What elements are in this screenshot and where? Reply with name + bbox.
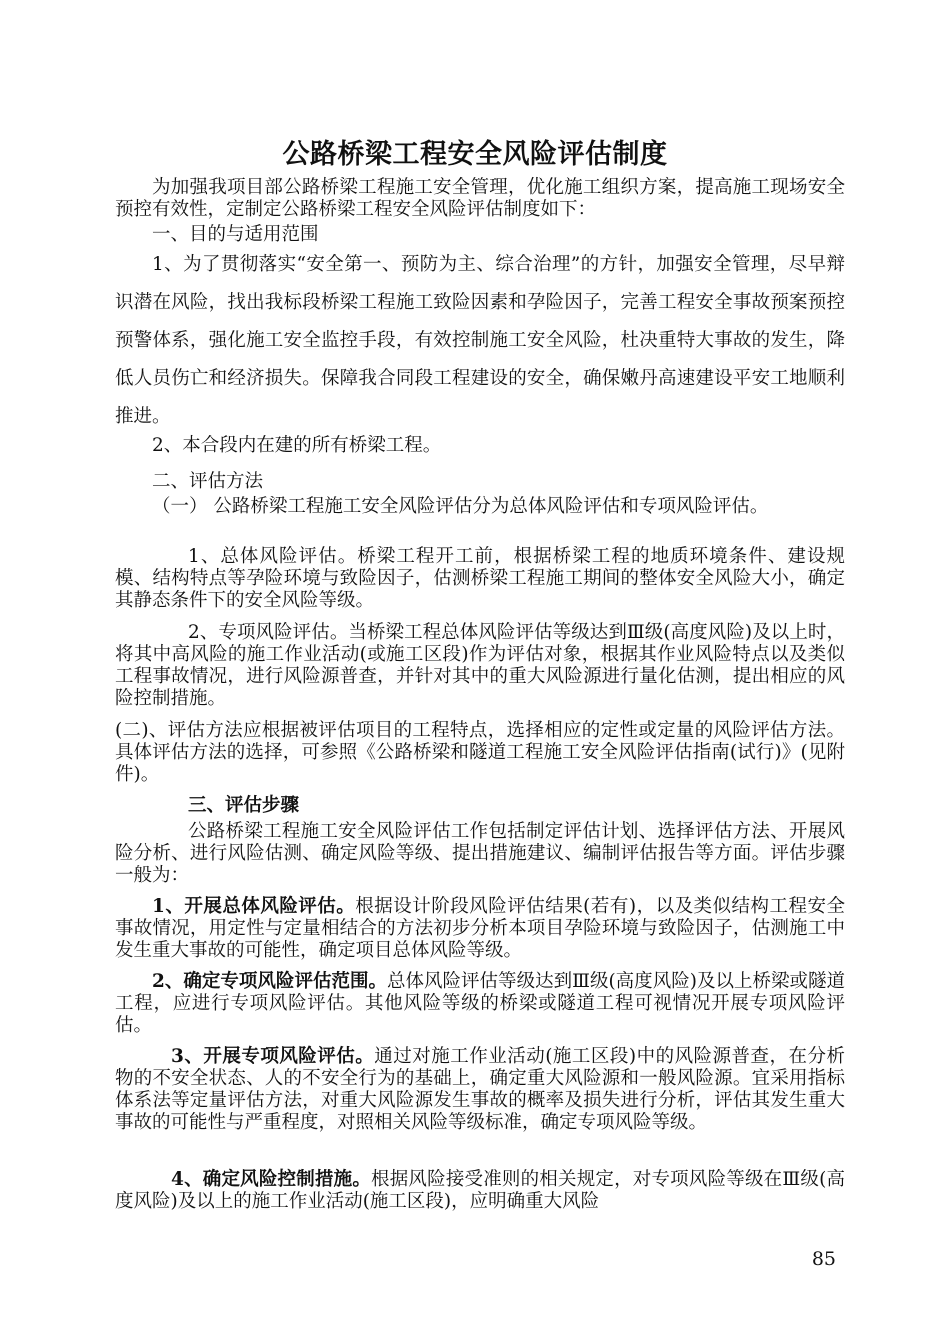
section-2-heading: 二、评估方法: [152, 471, 264, 492]
section-1-paragraph-2: 2、本合段内在建的所有桥梁工程。: [152, 435, 442, 456]
section-2-paragraph-4: (二)、评估方法应根据被评估项目的工程特点，选择相应的定性或定量的风险评估方法。具体评估方法的选择，可参照《公路桥梁和隧道工程施工安全风险评估指南(试行)》(见附件)。: [115, 720, 845, 785]
step-3-paragraph: [115, 1046, 845, 1134]
page-number: 85: [811, 1248, 836, 1270]
step-1-paragraph: [115, 896, 845, 962]
section-3-heading: 三、评估步骤: [188, 795, 300, 816]
section-2-paragraph-2: 1、总体风险评估。桥梁工程开工前，根据桥梁工程的地质环境条件、建设规模、结构特点等孕险环境与致险因子，估测桥梁工程施工期间的整体安全风险大小，确定其静态条件下的安全风险等级。: [115, 546, 845, 611]
section-2-paragraph-1: （一） 公路桥梁工程施工安全风险评估分为总体风险评估和专项风险评估。: [152, 496, 769, 517]
step-1-label: 1、开展总体风险评估。: [152, 896, 356, 917]
intro-paragraph: 为加强我项目部公路桥梁工程施工安全管理，优化施工组织方案，提高施工现场安全预控有效性，定制定公路桥梁工程安全风险评估制度如下：: [115, 177, 845, 220]
section-1-heading: 一、目的与适用范围: [152, 224, 319, 245]
step-2-paragraph: [115, 971, 845, 1037]
step-2-label: 2、确定专项风险评估范围。: [152, 971, 387, 992]
step-2-text: 总体风险评估等级达到Ⅲ级(高度风险)及以上桥梁或隧道工程，应进行专项风险评估。其他风险等级的桥梁或隧道工程可视情况开展专项风险评估。: [115, 971, 846, 1036]
section-3-paragraph-intro: 公路桥梁工程施工安全风险评估工作包括制定评估计划、选择评估方法、开展风险分析、进行风险估测、确定风险等级、提出措施建议、编制评估报告等方面。评估步骤一般为：: [115, 821, 845, 886]
step-4-text: 根据风险接受准则的相关规定，对专项风险等级在Ⅲ级(高度风险)及以上的施工作业活动(施工区段)，应明确重大风险: [115, 1169, 845, 1212]
step-3-text: 通过对施工作业活动(施工区段)中的风险源普查，在分析物的不安全状态、人的不安全行为的基础上，确定重大风险源和一般风险源。宜采用指标体系法等定量评估方法，对重大风险源发生事故的概率及损失进行分析，评估其发生重大事故的可能性与严重程度，对照相关风险等级标准，确定专项风险等级。: [115, 1046, 846, 1133]
section-1-paragraph-1: 1、为了贯彻落实“安全第一、预防为主、综合治理”的方针，加强安全管理，尽早辩识潜在风险，找出我标段桥梁工程施工致险因素和孕险因子，完善工程安全事故预案预控预警体系，强化施工安全监控手段，有效控制施工安全风险，杜决重特大事故的发生，降低人员伤亡和经济损失。保障我合同段工程建设的安全，确保嫩丹高速建设平安工地顺利推进。: [115, 254, 845, 427]
step-4-paragraph: [115, 1169, 845, 1213]
step-1-text: 根据设计阶段风险评估结果(若有)，以及类似结构工程安全事故情况，用定性与定量相结合的方法初步分析本项目孕险环境与致险因子，估测施工中发生重大事故的可能性，确定项目总体风险等级。: [115, 896, 845, 961]
section-2-paragraph-3: 2、专项风险评估。当桥梁工程总体风险评估等级达到Ⅲ级(高度风险)及以上时，将其中高风险的施工作业活动(或施工区段)作为评估对象，根据其作业风险特点以及类似工程事故情况，进行风险源普查，并针对其中的重大风险源进行量化估测，提出相应的风险控制措施。: [115, 622, 845, 709]
document-title: 公路桥梁工程安全风险评估制度: [282, 139, 668, 170]
step-3-label: 3、开展专项风险评估。: [171, 1046, 375, 1067]
step-4-label: 4、确定风险控制措施。: [171, 1169, 372, 1190]
